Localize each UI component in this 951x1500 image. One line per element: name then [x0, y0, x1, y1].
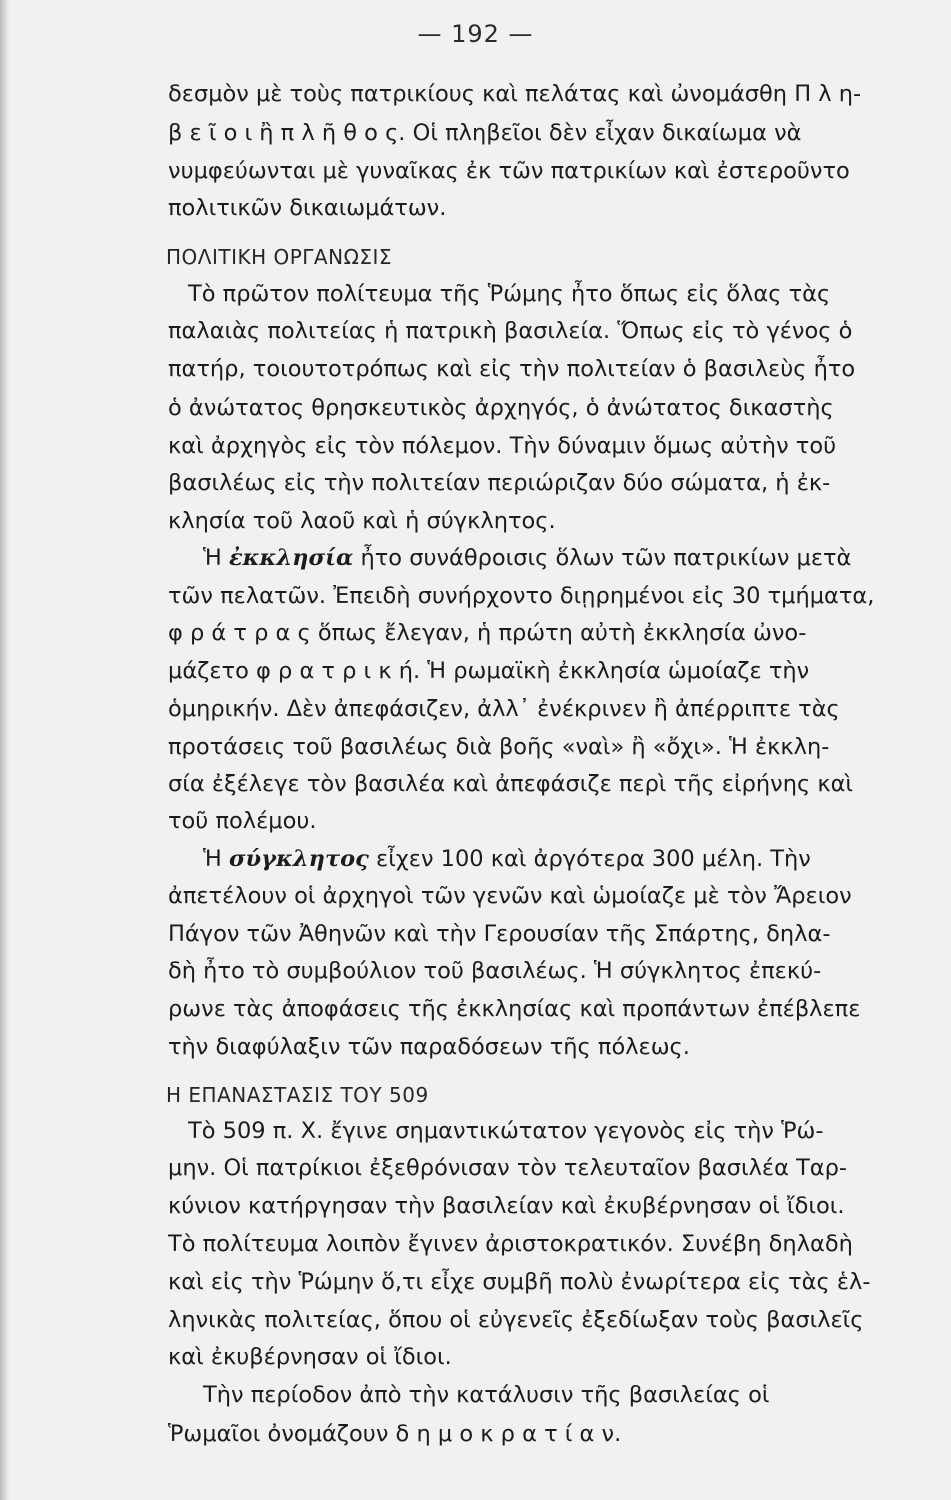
text-line: παλαιὰς πολιτείας ἡ πατρικὴ βασιλεία. Ὅπως εἰς τὸ γένος ὁ [168, 318, 853, 344]
text-line: καὶ εἰς τὴν Ῥώμην ὅ,τι εἶχε συμβῆ πολὺ ἐνωρίτερα εἰς τὰς ἑλ- [168, 1269, 871, 1295]
text-line [203, 848, 811, 871]
text-line: βασιλέως εἰς τὴν πολιτείαν περιώριζαν δύο σώματα, ἡ ἐκ- [168, 470, 831, 496]
paragraph-lead: Ἡ [203, 846, 222, 872]
line-rest: ἦτο συνάθροισις ὅλων τῶν πατρικίων μετὰ [353, 545, 852, 571]
text-line: σία ἐξέλεγε τὸν βασιλέα καὶ ἀπεφάσιζε περὶ τῆς εἰρήνης καὶ [168, 771, 854, 797]
text-line: τὴν διαφύλαξιν τῶν παραδόσεων τῆς πόλεως. [168, 1034, 690, 1060]
text-line: νυμφεύωνται μὲ γυναῖκας ἐκ τῶν πατρικίων καὶ ἐστεροῦντο [168, 158, 850, 184]
text-line: Πάγον τῶν Ἀθηνῶν καὶ τὴν Γερουσίαν τῆς Σπάρτης, δηλα- [168, 921, 831, 947]
paragraph-lead: Ἡ [203, 545, 222, 571]
text-line: κύνιον κατήργησαν τὴν βασιλείαν καὶ ἐκυβέρνησαν οἱ ἴδιοι. [168, 1193, 845, 1219]
text-line: καὶ ἐκυβέρνησαν οἱ ἴδιοι. [168, 1344, 452, 1370]
text-line: καὶ ἀρχηγὸς εἰς τὸν πόλεμον. Τὴν δύναμιν ὅμως αὐτὴν τοῦ [168, 433, 837, 459]
text-line: Τὴν περίοδον ἀπὸ τὴν κατάλυσιν τῆς βασιλείας οἱ [203, 1382, 770, 1408]
text-line: κλησία τοῦ λαοῦ καὶ ἡ σύγκλητος. [168, 508, 556, 534]
page-binding-edge [0, 0, 10, 1500]
text-line: πατήρ, τοιουτοτρόπως καὶ εἰς τὴν πολιτείαν ὁ βασιλεὺς ἦτο [168, 356, 856, 382]
text-line: τοῦ πολέμου. [168, 808, 317, 834]
text-line: ρωνε τὰς ἀποφάσεις τῆς ἐκκλησίας καὶ προπάντων ἐπέβλεπε [168, 996, 861, 1022]
text-line: ληνικὰς πολιτείας, ὅπου οἱ εὐγενεῖς ἐξεδίωξαν τοὺς βασιλεῖς [168, 1307, 864, 1333]
text-line: μάζετο φ ρ α τ ρ ι κ ή. Ἡ ρωμαϊκὴ ἐκκλησία ὡμοίαζε τὴν [168, 658, 810, 684]
text-line: πολιτικῶν δικαιωμάτων. [168, 195, 447, 221]
text-line: προτάσεις τοῦ βασιλέως διὰ βοῆς «ναὶ» ἢ «ὄχι». Ἡ ἐκκλη- [168, 734, 830, 760]
text-line: Τὸ 509 π. Χ. ἔγινε σημαντικώτατον γεγονὸς εἰς τὴν Ῥώ- [188, 1118, 824, 1144]
text-line: δὴ ἦτο τὸ συμβούλιον τοῦ βασιλέως. Ἡ σύγκλητος ἐπεκύ- [168, 958, 822, 984]
text-line: β ε ῖ ο ι ἢ π λ ῆ θ ο ς. Οἱ πληβεῖοι δὲν εἶχαν δικαίωμα νὰ [168, 120, 802, 146]
text-line: Τὸ πολίτευμα λοιπὸν ἔγινεν ἀριστοκρατικόν. Συνέβη δηλαδὴ [168, 1231, 853, 1257]
text-line: Ῥωμαῖοι ὀνομάζουν δ η μ ο κ ρ α τ ί α ν. [168, 1421, 622, 1447]
term-synkletos: σύγκλητος [228, 846, 369, 872]
text-line: τῶν πελατῶν. Ἐπειδὴ συνήρχοντο διῃρημένοι εἰς 30 τμήματα, [168, 583, 875, 609]
line-rest: εἶχεν 100 καὶ ἀργότερα 300 μέλη. Τὴν [368, 846, 811, 872]
text-line: μην. Οἱ πατρίκιοι ἐξεθρόνισαν τὸν τελευταῖον βασιλέα Ταρ- [168, 1155, 848, 1181]
section-heading: ΠΟΛΙΤΙΚΗ ΟΡΓΑΝΩΣΙΣ [166, 245, 393, 269]
text-line: φ ρ ά τ ρ α ς ὅπως ἔλεγαν, ἡ πρώτη αὐτὴ ἐκκλησία ὠνο- [168, 620, 807, 646]
text-line: ὁ ἀνώτατος θρησκευτικὸς ἀρχηγός, ὁ ἀνώτατος δικαστὴς [168, 395, 834, 421]
text-line: ὁμηρικήν. Δὲν ἀπεφάσιζεν, ἀλλ᾽ ἐνέκρινεν ἢ ἀπέρριπτε τὰς [168, 696, 840, 722]
text-line: δεσμὸν μὲ τοὺς πατρικίους καὶ πελάτας καὶ ὠνομάσθη Π λ η- [168, 81, 862, 107]
section-heading: Η ΕΠΑΝΑΣΤΑΣΙΣ ΤΟΥ 509 [166, 1083, 429, 1107]
text-line [203, 547, 851, 570]
page-number: — 192 — [417, 20, 534, 48]
text-line: Τὸ πρῶτον πολίτευμα τῆς Ῥώμης ἦτο ὅπως εἰς ὅλας τὰς [188, 281, 831, 307]
term-ekklesia: ἐκκλησία [228, 545, 354, 571]
text-line: ἀπετέλουν οἱ ἀρχηγοὶ τῶν γενῶν καὶ ὡμοίαζε μὲ τὸν Ἄρειον [168, 883, 852, 909]
